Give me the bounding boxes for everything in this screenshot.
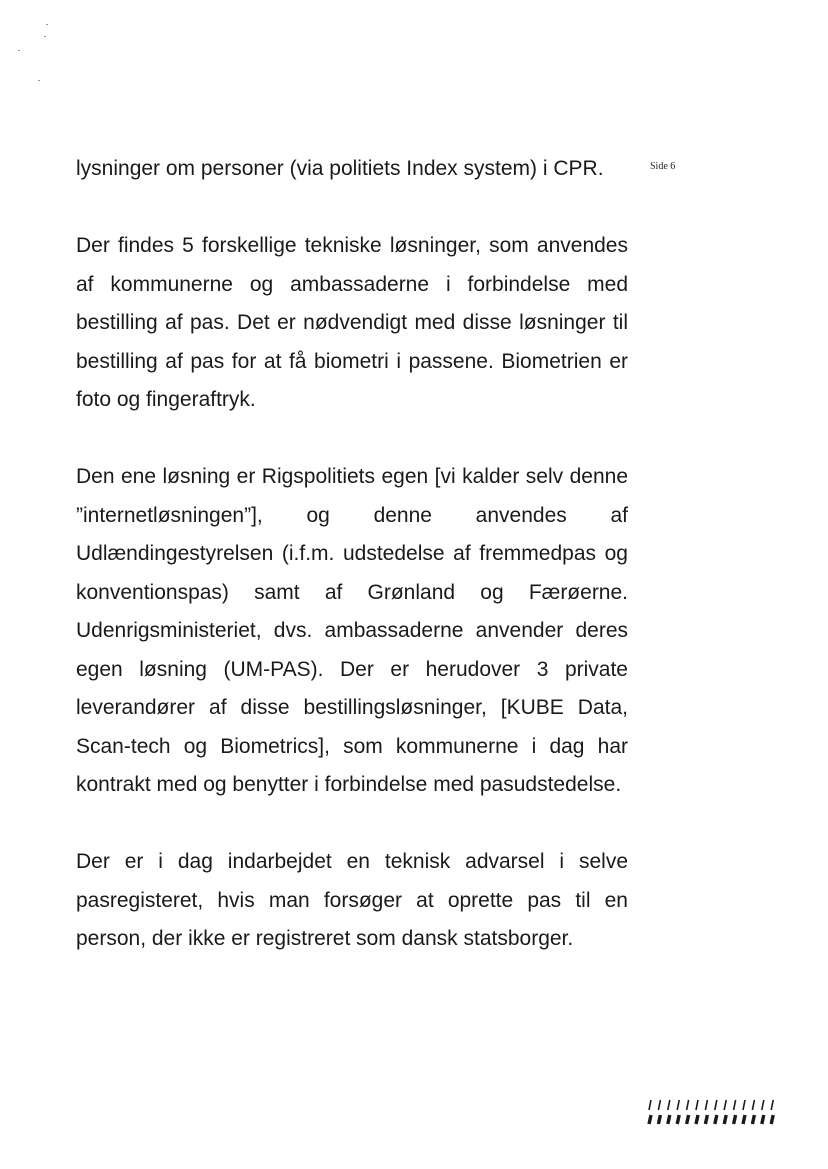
barcode-bar (743, 1115, 745, 1124)
barcode-bar (687, 1100, 689, 1110)
barcode-bar (752, 1115, 754, 1124)
scan-speck (46, 24, 48, 25)
page-side-label: Side 6 (650, 161, 676, 172)
barcode-bar (715, 1115, 717, 1124)
barcode-bar (771, 1115, 773, 1124)
barcode-bar (705, 1115, 707, 1124)
barcode-bar (668, 1115, 670, 1124)
barcode-bar (668, 1100, 670, 1110)
barcode-bar (658, 1115, 660, 1124)
barcode-bar (696, 1115, 698, 1124)
barcode-bar (752, 1100, 754, 1110)
barcode-bar (687, 1115, 689, 1124)
page-body-text (76, 150, 628, 997)
barcode-bar (771, 1100, 773, 1110)
barcode-bar (724, 1115, 726, 1124)
barcode-bar (743, 1100, 745, 1110)
paragraph-technical-warning: Der er i dag indarbejdet en teknisk advarsel i selve pasregisteret, hvis man forsøger at oprette pas til en person, der ikke er registreret som dansk statsborger. (76, 850, 628, 950)
barcode-bar (658, 1100, 660, 1110)
scan-speck (38, 80, 40, 81)
barcode-bar (677, 1100, 679, 1110)
barcode-bar (762, 1100, 764, 1110)
barcode-graphic (646, 1098, 780, 1126)
barcode-bar (762, 1115, 764, 1124)
scan-speck (44, 36, 46, 37)
paragraph-solution-providers: Den ene løsning er Rigspolitiets egen [vi kalder selv denne ”internetløsningen”], og denne anvendes af Udlændingestyrelsen (i.f.m. udstedelse af fremmedpas og konventionspas) samt af Grønland og Færøerne. Udenrigsministeriet, dvs. ambassaderne anvender deres egen løsning (UM-PAS). Der er herudover 3 private leverandører af disse bestillingsløsninger, [KUBE Data, Scan-tech og Biometrics], som kommunerne i dag har kontrakt med og benytter i forbindelse med pasudstedelse. (76, 465, 628, 796)
paragraph-technical-solutions: Der findes 5 forskellige tekniske løsninger, som anvendes af kommunerne og ambassaderne i forbindelse med bestilling af pas. Det er nødvendigt med disse løsninger til bestilling af pas for at få biometri i passene. Biometrien er foto og fingeraftryk. (76, 234, 628, 411)
barcode-bar (734, 1115, 736, 1124)
barcode-bar (724, 1100, 726, 1110)
document-barcode (646, 1098, 780, 1126)
barcode-bar (649, 1100, 651, 1110)
barcode-bar (705, 1100, 707, 1110)
paragraph-continuation: lysninger om personer (via politiets Index system) i CPR. (76, 157, 604, 180)
barcode-bar (734, 1100, 736, 1110)
barcode-bar (649, 1115, 651, 1124)
scan-speck (18, 50, 20, 51)
barcode-bar (677, 1115, 679, 1124)
barcode-bar (715, 1100, 717, 1110)
barcode-bar (696, 1100, 698, 1110)
